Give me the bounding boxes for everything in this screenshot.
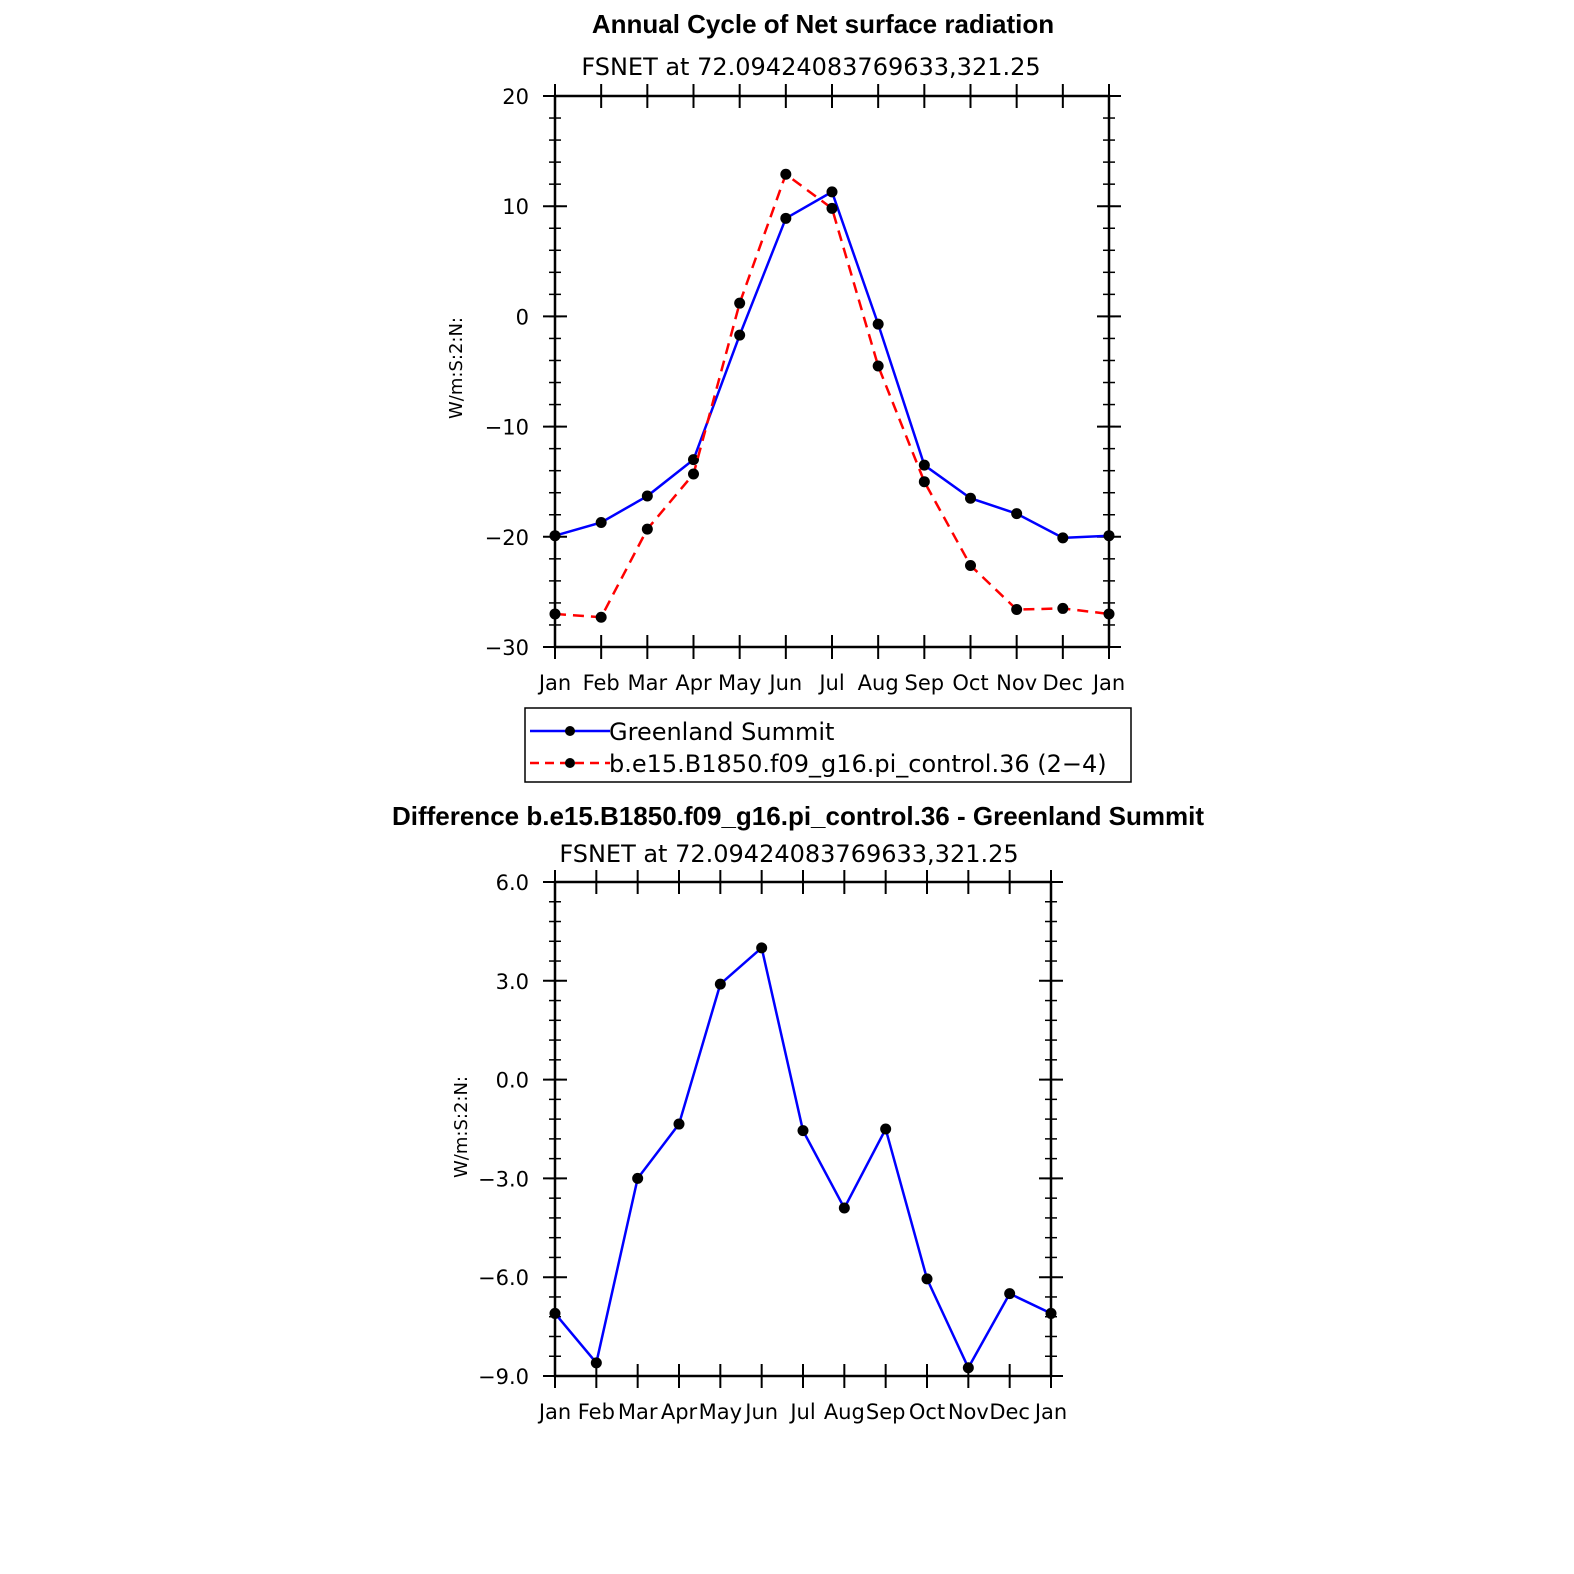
data-point <box>688 468 699 479</box>
y-tick-label: −6.0 <box>478 1266 529 1291</box>
data-point <box>1104 530 1115 541</box>
data-point <box>642 524 653 535</box>
data-point <box>596 612 607 623</box>
x-tick-label: Jan <box>538 1400 572 1424</box>
x-tick-label: Jan <box>1034 1400 1068 1424</box>
data-point <box>919 476 930 487</box>
x-tick-label: Oct <box>952 671 989 695</box>
series-line-1 <box>555 174 1109 617</box>
y-tick-label: −9.0 <box>478 1365 529 1389</box>
x-tick-label: Dec <box>1042 671 1084 695</box>
data-point <box>827 186 838 197</box>
data-point <box>965 493 976 504</box>
legend-marker <box>565 758 575 768</box>
data-point <box>965 560 976 571</box>
data-point <box>922 1273 933 1284</box>
chart-title: Difference b.e15.B1850.f09_g16.pi_control.36 - Greenland Summit <box>391 801 1205 831</box>
chart-title: Annual Cycle of Net surface radiation <box>591 9 1055 39</box>
x-tick-label: May <box>717 671 762 695</box>
x-tick-label: Jan <box>538 671 572 695</box>
data-point <box>1104 608 1115 619</box>
x-tick-label: Sep <box>904 671 945 695</box>
data-point <box>550 530 561 541</box>
x-tick-label: Jun <box>769 671 803 695</box>
x-tick-label: Mar <box>617 1400 658 1424</box>
data-point <box>1057 603 1068 614</box>
data-point <box>880 1124 891 1135</box>
x-tick-label: Mar <box>627 671 668 695</box>
data-point <box>596 517 607 528</box>
x-tick-label: May <box>698 1400 743 1424</box>
plot-area <box>485 84 1126 695</box>
annual-cycle-chart <box>446 9 1131 782</box>
data-point <box>780 169 791 180</box>
x-tick-label: Jun <box>745 1400 779 1424</box>
data-point <box>632 1173 643 1184</box>
x-tick-label: Oct <box>908 1400 946 1424</box>
data-point <box>1046 1308 1057 1319</box>
y-tick-label: −20 <box>484 525 529 550</box>
data-point <box>827 203 838 214</box>
chart-subtitle: FSNET at 72.09424083769633,321.25 <box>581 53 1041 81</box>
y-tick-label: 10 <box>502 195 529 220</box>
y-tick-label: 0.0 <box>495 1068 529 1093</box>
legend <box>525 708 1131 782</box>
data-point <box>873 360 884 371</box>
y-axis-label: W/m:S:2:N: <box>446 317 467 419</box>
data-point <box>550 608 561 619</box>
x-tick-label: Aug <box>823 1400 865 1424</box>
legend-label-greenland-summit: Greenland Summit <box>609 718 835 746</box>
series-line-0 <box>555 192 1109 538</box>
data-point <box>1004 1288 1015 1299</box>
data-point <box>839 1203 850 1214</box>
data-point <box>963 1362 974 1373</box>
plot-frame <box>555 96 1109 647</box>
y-tick-label: −10 <box>484 415 529 440</box>
x-tick-label: Jul <box>790 1400 816 1424</box>
data-point <box>1011 604 1022 615</box>
x-tick-label: Nov <box>947 1400 989 1424</box>
y-tick-label: 20 <box>502 85 529 109</box>
data-point <box>756 942 767 953</box>
data-point <box>1057 532 1068 543</box>
y-tick-label: −3.0 <box>478 1167 529 1192</box>
y-tick-label: 6.0 <box>495 871 529 895</box>
chart-subtitle: FSNET at 72.09424083769633,321.25 <box>559 840 1019 868</box>
data-point <box>715 979 726 990</box>
x-tick-label: Feb <box>582 671 620 695</box>
y-axis-label: W/m:S:2:N: <box>451 1076 472 1178</box>
x-tick-label: Aug <box>857 671 899 695</box>
data-point <box>591 1357 602 1368</box>
x-tick-label: Jan <box>1092 671 1126 695</box>
x-tick-label: Sep <box>865 1400 906 1424</box>
data-point <box>873 319 884 330</box>
data-point <box>734 298 745 309</box>
data-point <box>734 330 745 341</box>
data-point <box>550 1308 561 1319</box>
x-tick-label: Feb <box>577 1400 615 1424</box>
series-line-0 <box>555 948 1051 1368</box>
x-tick-label: Dec <box>989 1400 1030 1424</box>
difference-chart <box>392 801 1204 1424</box>
x-tick-label: Apr <box>660 1400 698 1424</box>
data-point <box>674 1119 685 1130</box>
y-tick-label: 3.0 <box>495 969 529 994</box>
data-point <box>642 491 653 502</box>
data-point <box>780 213 791 224</box>
data-point <box>1011 508 1022 519</box>
x-tick-label: Nov <box>996 671 1038 695</box>
y-tick-label: 0 <box>515 305 529 330</box>
y-tick-label: −30 <box>484 636 529 660</box>
plot-area <box>478 870 1067 1424</box>
legend-label-pi-control: b.e15.B1850.f09_g16.pi_control.36 (2−4) <box>609 750 1107 778</box>
data-point <box>798 1125 809 1136</box>
x-tick-label: Jul <box>819 671 845 695</box>
legend-marker <box>565 726 575 736</box>
x-tick-label: Apr <box>675 671 712 695</box>
